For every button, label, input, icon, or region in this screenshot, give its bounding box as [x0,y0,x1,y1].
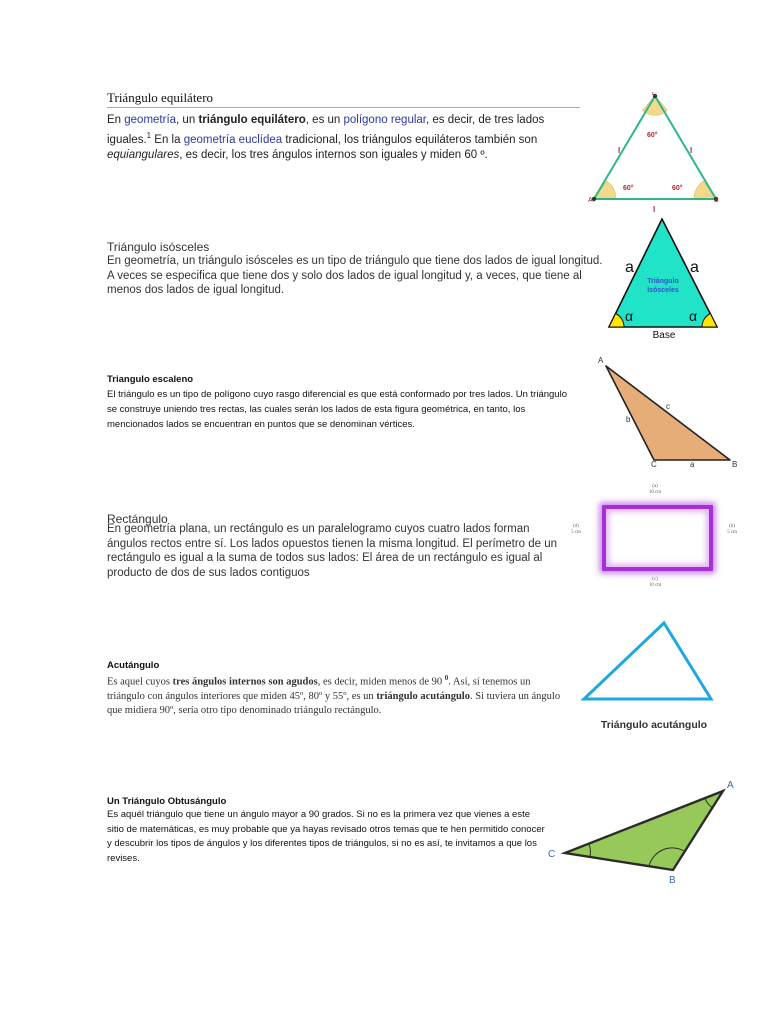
acute-paragraph [107,671,567,718]
acute-title: Acutángulo [107,660,160,671]
side-left-label: l [618,146,621,155]
top-length: 10 cm [648,490,662,495]
bold-term: triángulo acutángulo [376,690,470,702]
text-run: . Si tuviera un ángulo que midiera 90º, sería otro tipo denominado triángulo rectángulo. [107,690,561,716]
angle-arc-left [594,181,616,199]
rectangle-shape [602,505,713,571]
isosceles-title: Triángulo isósceles [107,240,210,254]
bottom-length: 10 cm [648,583,662,588]
vertex-b-label: B [714,197,719,204]
top-tag: (a) [652,484,658,489]
side-right-label: l [690,146,693,155]
text-run: , un [176,114,199,126]
angle-right-label: 60° [672,185,683,192]
right-length: 5 cm [727,530,737,535]
obtuse-triangle-figure [543,775,743,890]
side-c-label: c [666,402,670,411]
text-run: En la [151,133,184,146]
rectangle-paragraph: En geometría plana, un rectángulo es un paralelogramo cuyos cuatro lados forman ángulos rectos entre sí. Los lados opuestos tienen la misma longitud. El perímetro de un rectángulo es igual a la suma de todos sus lados: El área de un rectángulo es igual al producto de dos de sus lados contiguos [107,523,558,579]
scalene-triangle [606,366,730,460]
equilateral-title: Triángulo equilátero [107,90,580,108]
vertex-b-label: B [732,460,738,469]
scalene-triangle-figure [594,354,742,472]
text-run: , es un [305,114,344,126]
side-right-a: a [690,259,699,276]
vertex-c-label: C [548,849,556,860]
side-left-a: a [625,259,634,276]
scalene-title: Triangulo escaleno [107,374,194,385]
inner-label-line1: Triángulo [647,278,679,285]
vertex-a-label: A [588,197,593,204]
rectangle-title: Rectángulo [107,512,168,526]
isosceles-paragraph: En geometría, un triángulo isósceles es un tipo de triángulo que tiene dos lados de igual longitud. A veces se especifica que tiene dos y solo dos lados de igual longitud y, a veces, que tiene al menos dos lados de igual longitud. [107,255,603,296]
bold-term: tres ángulos internos son agudos [172,676,318,688]
right-tag: (b) [729,524,735,529]
vertex-a-label: A [727,780,734,791]
text-run: , es decir, los tres ángulos internos son iguales y miden 60 º. [179,148,488,161]
left-tag: (d) [573,524,579,529]
text-run: , es decir, de tres lados iguales. [107,114,545,146]
text-run: Es aquel cuyos [107,676,173,688]
vertex-c-label: C [652,92,658,98]
angle-left-alpha: α [625,308,634,324]
obtuse-title: Un Triángulo Obtusángulo [107,796,227,807]
side-b-label: b [626,415,631,424]
vertex-a-label: A [598,356,604,365]
text-run: tradicional, los triángulos equiláteros también son [282,133,538,146]
right-side-label [723,524,741,536]
base-label: Base [652,330,676,341]
side-base-label: l [653,205,656,214]
isosceles-triangle-figure [605,218,723,342]
left-side-label [567,524,585,536]
side-a-label: a [690,460,695,469]
vertex-b-label: B [669,875,676,886]
top-side-label [565,484,745,496]
text-run: En [107,114,125,126]
scalene-paragraph: El triángulo es un tipo de polígono cuyo rasgo diferencial es que está conformado por tres lados. Un triángulo se construye uniendo tres rectas, las cuales serán los lados de esta figura geométrica, en tanto, los mencionados lados se encuentran en puntos que se denominan vértices. [107,389,567,430]
text-run: . Así, sí tenemos un triángulo con ángulos interiores que miden 45º, 80º y 55º, es un [107,676,531,702]
angle-top-label: 60° [647,132,658,139]
footnote-ref[interactable]: 1 [146,131,152,140]
angle-right-alpha: α [689,308,698,324]
bottom-tag: (c) [652,577,658,582]
link-poligono-regular[interactable]: polígono regular [343,114,426,126]
equilateral-paragraph [107,113,585,163]
vertex-c-label: C [651,460,657,469]
degree-superscript: 0 [444,674,449,682]
obtuse-triangle [565,791,723,870]
bold-term: triángulo equilátero [198,114,306,126]
bottom-side-label [565,577,745,589]
italic-term: equiangulares [107,148,180,161]
obtuse-paragraph: Es aquél triángulo que tiene un ángulo mayor a 90 grados. Si no es la primera vez que vienes a este sitio de matemáticas, es muy probable que ya hayas revisado otros temas que te hen permitido conocer y descubrir los tipos de ángulos y los diferentes tipos de triángulos, si no es así, te invitamos a que los revises. [107,809,545,864]
rectangle-figure [565,482,745,594]
acute-triangle [584,623,711,699]
acute-triangle-figure [578,615,718,735]
text-run: , es decir, miden menos de 90 [317,676,445,688]
angle-arc-right [694,181,716,199]
left-length: 5 cm [571,530,581,535]
equilateral-triangle-figure [588,92,723,214]
link-geometria[interactable]: geometría [124,114,177,126]
link-geometria-euclidea[interactable]: geometría euclídea [183,133,283,146]
inner-label-line2: Isósceles [647,287,679,294]
angle-left-label: 60° [623,185,634,192]
acute-caption: Triángulo acutángulo [600,719,708,731]
